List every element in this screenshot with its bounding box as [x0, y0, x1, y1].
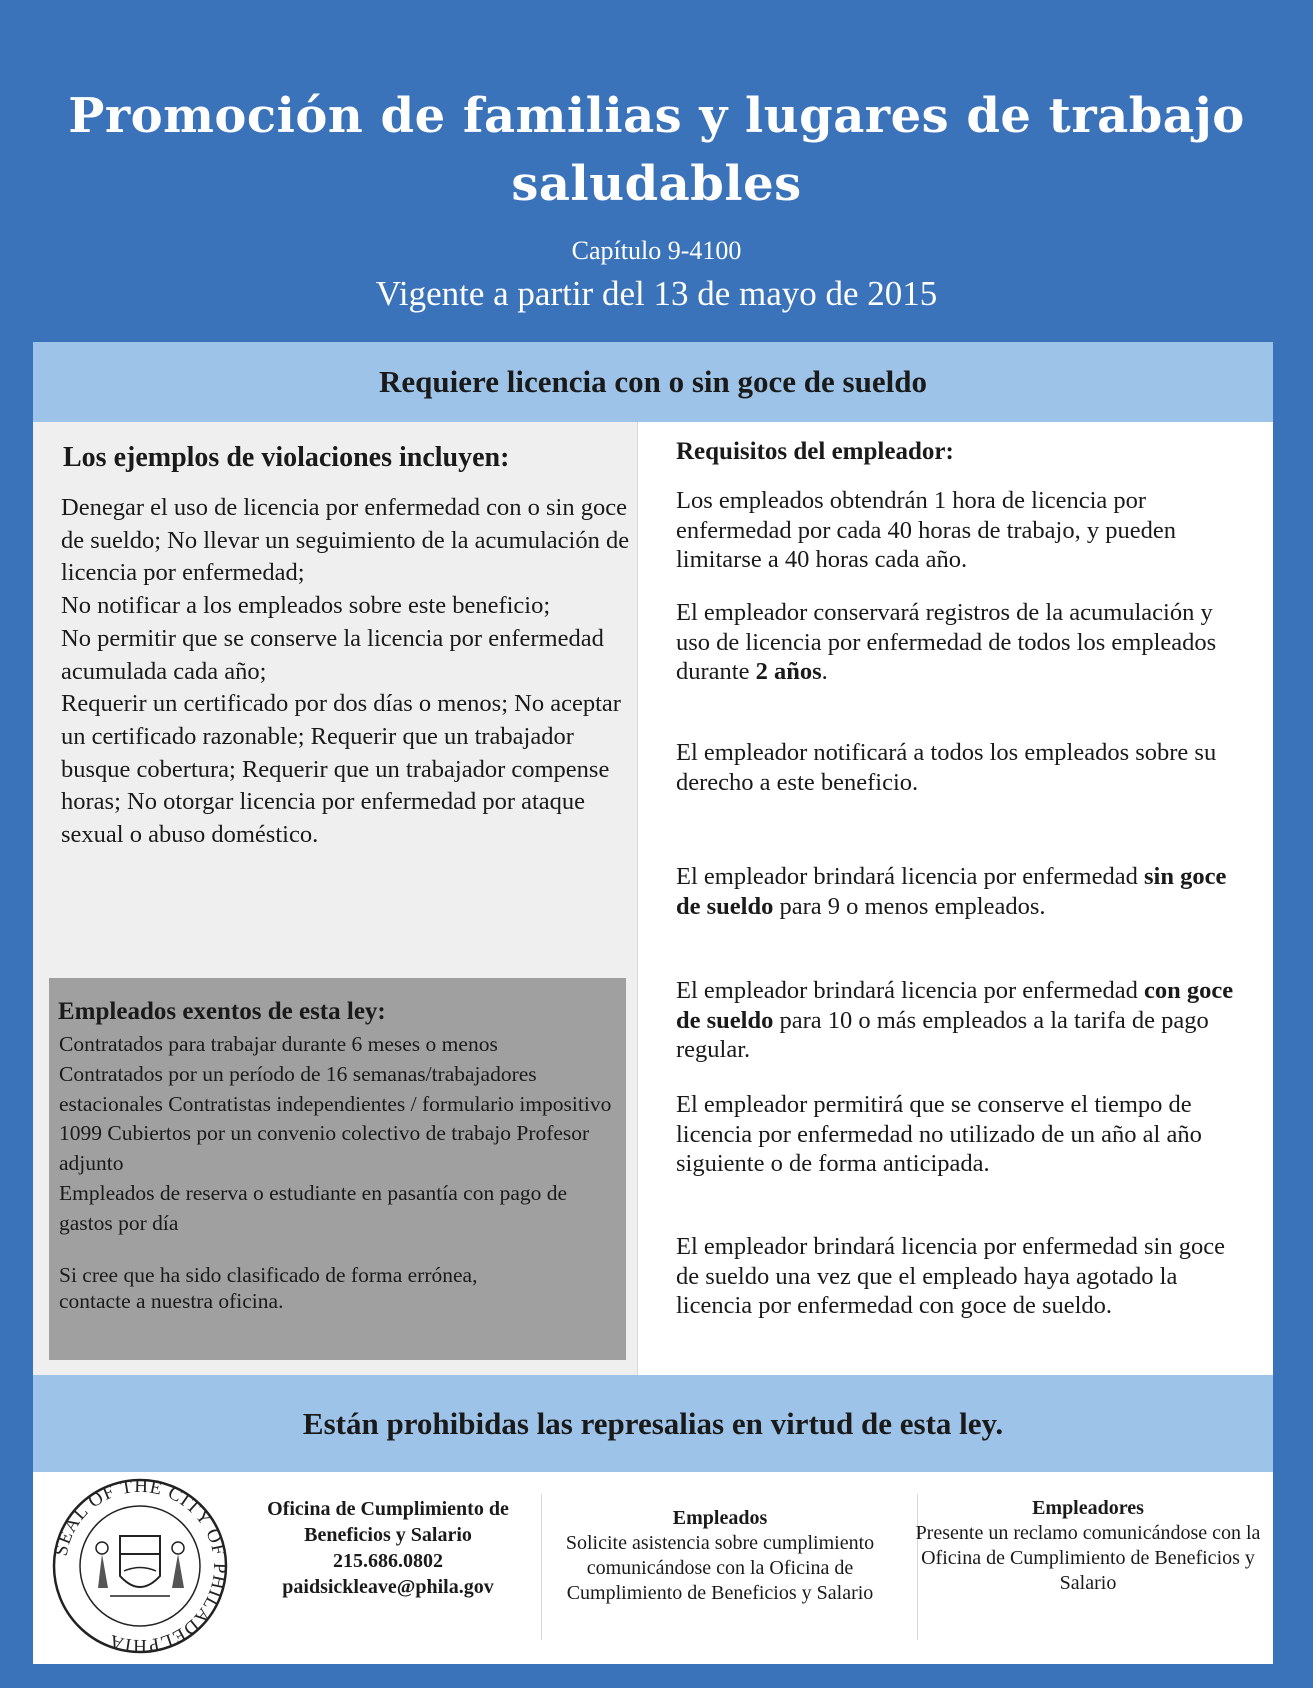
exempt-employees-box	[49, 978, 626, 1360]
svg-text:SEAL OF THE CITY OF PHILADELPH	[51, 1476, 230, 1656]
violations-text: Denegar el uso de licencia por enfermedad con o sin goce de sueldo; No llevar un seguimiento de la acumulación de licencia por enfermedad; No notificar a los empleados sobre este beneficio; No permitir que se conserve la licencia por enfermedad acumulada cada año; Requerir un certificado por dos días o menos; No aceptar un certificado razonable; Requerir que un trabajador busque cobertura; Requerir que un trabajador compense horas; No otorgar licencia por enfermedad por ataque sexual o abuso doméstico.	[61, 494, 630, 849]
employers-info	[913, 1496, 1263, 1596]
column-divider	[637, 422, 638, 1375]
header	[0, 0, 1313, 340]
requirement-records-text: El empleador conservará registros de la acumulación y uso de licencia por enfermedad de todos los empleados durante	[676, 599, 1217, 685]
requirement-unpaid-small	[676, 862, 1236, 921]
content-panel	[33, 342, 1273, 1664]
requirement-paid-end: para 10 o más empleados a la tarifa de pago regular.	[676, 1006, 1209, 1063]
office-phone: 215.686.0802	[333, 1550, 443, 1572]
office-email: paidsickleave@phila.gov	[282, 1576, 494, 1598]
employers-heading: Empleadores	[1032, 1497, 1144, 1519]
requirement-records-end: .	[821, 658, 828, 685]
chapter-label: Capítulo 9-4100	[571, 236, 742, 265]
city-seal-icon	[50, 1476, 230, 1656]
violations-heading: Los ejemplos de violaciones incluyen:	[63, 442, 510, 473]
requirements-heading: Requisitos del empleador:	[676, 438, 954, 465]
footer	[33, 1472, 1273, 1664]
seal-text: SEAL OF THE CITY OF PHILADELPHIA	[50, 1476, 230, 1656]
requirement-unpaid-text: El empleador brindará licencia por enfermedad	[676, 863, 1144, 890]
leave-required-banner: Requiere licencia con o sin goce de sueldo	[33, 342, 1273, 422]
office-name-line1: Oficina de Cumplimiento de	[267, 1498, 509, 1520]
employees-info	[545, 1506, 895, 1606]
requirement-notify: El empleador notificará a todos los empleados sobre su derecho a este beneficio.	[676, 739, 1217, 796]
requirement-unpaid-after-paid: El empleador brindará licencia por enfermedad sin goce de sueldo una vez que el empleado haya agotado la licencia por enfermedad con goce de sueldo.	[676, 1233, 1225, 1319]
office-contact	[223, 1496, 553, 1600]
footer-divider	[541, 1494, 542, 1640]
employees-heading: Empleados	[672, 1507, 768, 1529]
misclassification-note: Si cree que ha sido clasificado de forma errónea, contacte a nuestra oficina.	[59, 1263, 478, 1313]
requirement-unpaid-end: para 9 o menos empleados.	[773, 892, 1046, 920]
employers-text: Presente un reclamo comunicándose con la Oficina de Cumplimiento de Beneficios y Salario	[915, 1522, 1261, 1594]
retaliation-banner: Están prohibidas las represalias en virtud de esta ley.	[33, 1375, 1273, 1472]
requirement-records	[676, 598, 1236, 687]
effective-date: Vigente a partir del 13 de mayo de 2015	[375, 274, 938, 313]
records-duration: 2 años	[755, 658, 822, 685]
requirement-carryover: El empleador permitirá que se conserve el tiempo de licencia por enfermedad no utilizado de un año al año siguiente o de forma anticipada.	[676, 1091, 1202, 1177]
office-name-line2: Beneficios y Salario	[304, 1524, 472, 1546]
exempt-heading: Empleados exentos de esta ley:	[58, 998, 386, 1025]
page-title: Promoción de familias y lugares de trabajo saludables	[68, 88, 1245, 212]
paid-emphasis: con goce de sueldo	[676, 977, 1234, 1034]
requirement-paid-text: El empleador brindará licencia por enfermedad	[676, 977, 1144, 1004]
requirement-paid-large	[676, 976, 1236, 1065]
unpaid-emphasis: sin goce de sueldo	[676, 863, 1227, 920]
requirement-accrual: Los empleados obtendrán 1 hora de licencia por enfermedad por cada 40 horas de trabajo, y pueden limitarse a 40 horas cada año.	[676, 487, 1176, 573]
employees-text: Solicite asistencia sobre cumplimiento comunicándose con la Oficina de Cumplimiento de Beneficios y Salario	[565, 1532, 875, 1604]
exempt-list: Contratados para trabajar durante 6 meses o menos Contratados por un período de 16 semanas/trabajadores estacionales Contratistas independientes / formulario impositivo 1099 Cubiertos por un convenio colectivo de trabajo Profesor adjunto Empleados de reserva o estudiante en pasantía con pago de gastos por día	[59, 1032, 612, 1235]
